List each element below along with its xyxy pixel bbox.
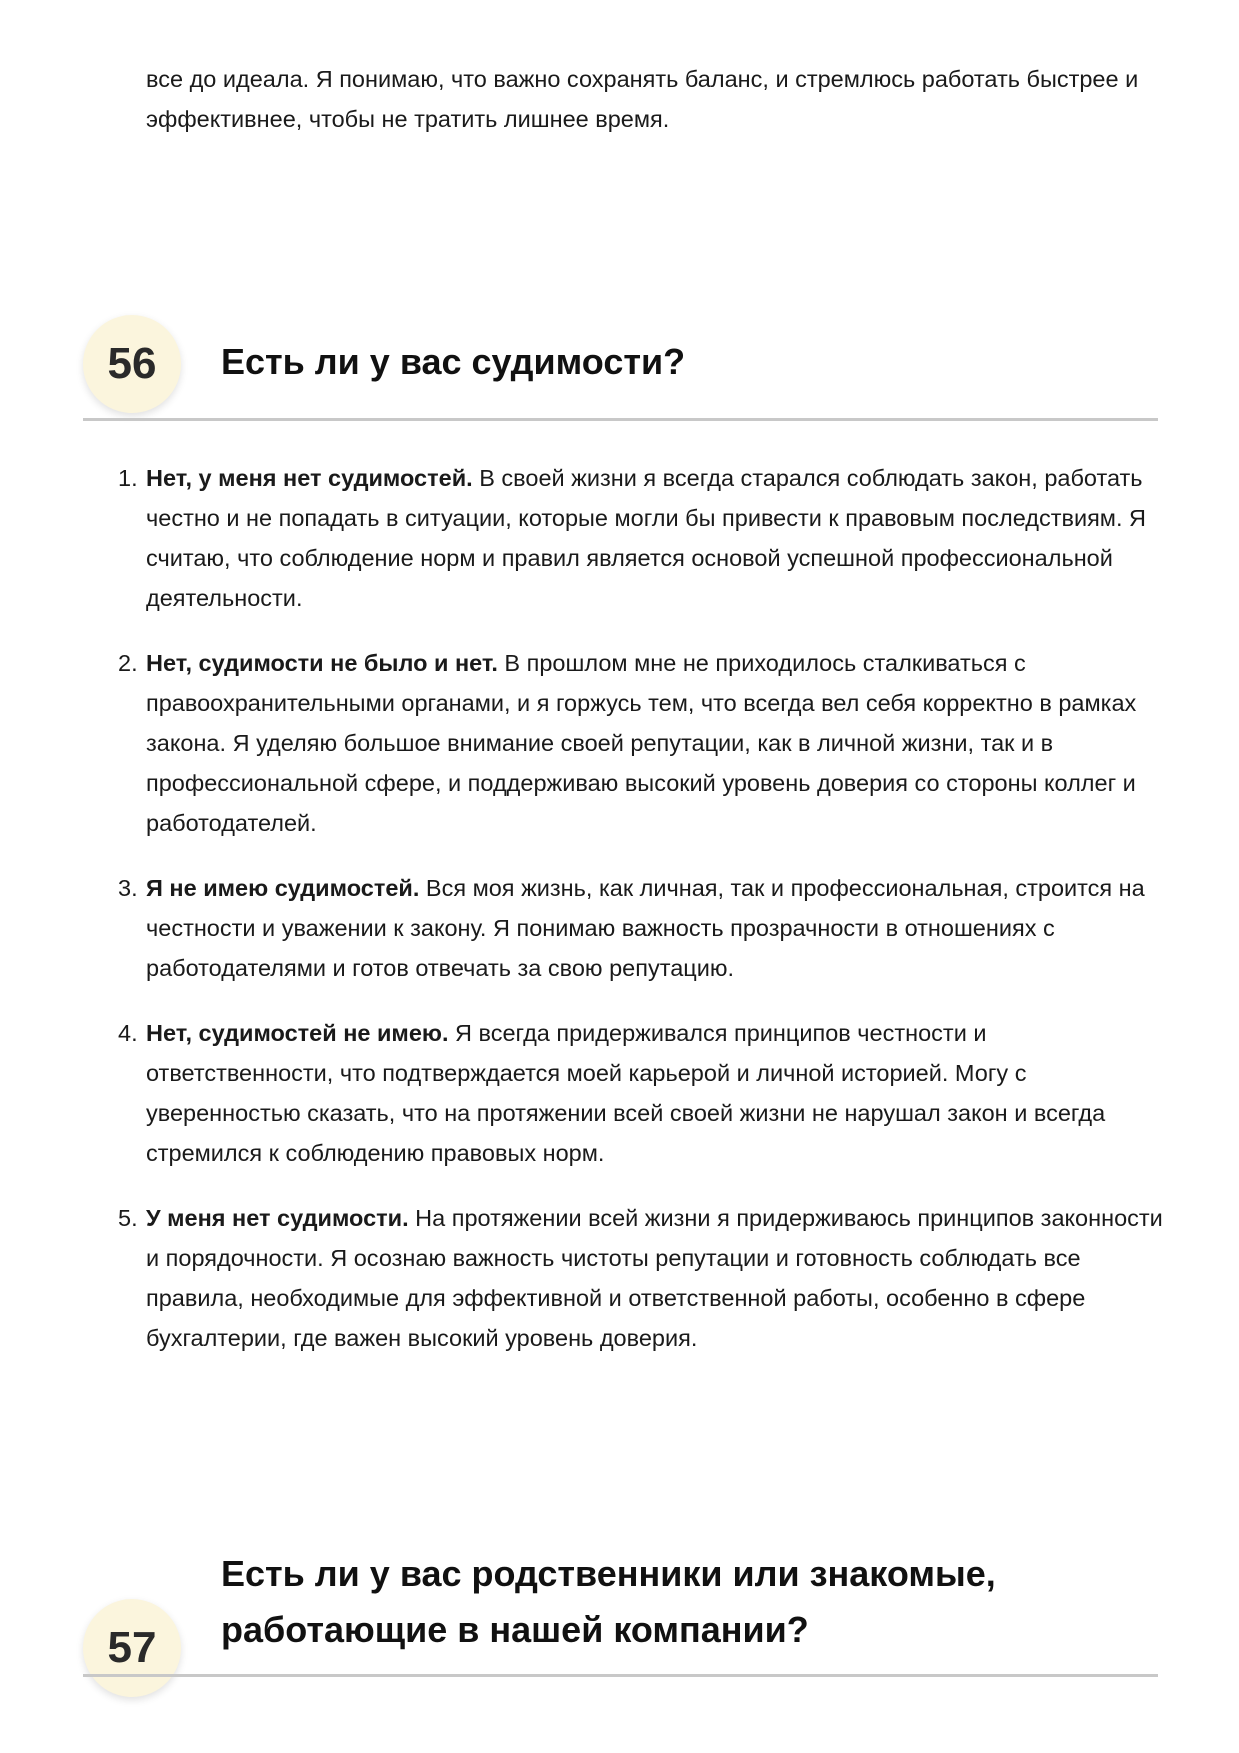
answer-lead: У меня нет судимости. xyxy=(146,1205,409,1231)
answer-text: В прошлом мне не приходилось сталкиваться с правоохранительными органами, и я горжусь тем, что всегда вел себя корректно в рамках закона. Я уделяю большое внимание своей репутации, как в личной жизни, так и в профессиональной сфере, и поддерживаю высокий уровень доверия со стороны коллег и работодателей. xyxy=(146,650,1137,836)
answer-text: В своей жизни я всегда старался соблюдать закон, работать честно и не попадать в ситуации, которые могли бы привести к правовым последствиям. Я считаю, что соблюдение норм и правил является основой успешной профессиональной деятельности. xyxy=(146,465,1146,611)
answer-item xyxy=(118,868,1166,988)
intro-paragraph: все до идеала. Я понимаю, что важно сохранять баланс, и стремлюсь работать быстрее и эффективнее, чтобы не тратить лишнее время. xyxy=(146,66,1139,132)
answer-lead: Нет, судимостей не имею. xyxy=(146,1020,449,1046)
question-number-badge: 57 xyxy=(83,1599,181,1697)
divider xyxy=(83,418,1158,421)
answer-item xyxy=(118,458,1166,618)
divider xyxy=(83,1674,1158,1677)
answer-item xyxy=(118,1198,1166,1358)
answer-number: 3. xyxy=(118,875,138,901)
question-header-56 xyxy=(83,310,1158,421)
answer-number: 5. xyxy=(118,1205,138,1231)
question-number-badge: 56 xyxy=(83,315,181,413)
answer-item xyxy=(118,643,1166,843)
answer-lead: Я не имею судимостей. xyxy=(146,875,420,901)
answer-number: 4. xyxy=(118,1020,138,1046)
question-header-57 xyxy=(83,1537,1158,1677)
answer-text: Вся моя жизнь, как личная, так и профессиональная, строится на честности и уважении к закону. Я понимаю важность прозрачности в отношениях с работодателями и готов отвечать за свою репутацию. xyxy=(146,875,1145,981)
answer-text: Я всегда придерживался принципов честности и ответственности, что подтверждается моей карьерой и личной историей. Могу с уверенностью сказать, что на протяжении всей своей жизни не нарушал закон и всегда стремился к соблюдению правовых норм. xyxy=(146,1020,1106,1166)
answer-text: На протяжении всей жизни я придерживаюсь принципов законности и порядочности. Я осознаю важность чистоты репутации и готовность соблюдать все правила, необходимые для эффективной и ответственной работы, особенно в сфере бухгалтерии, где важен высокий уровень доверия. xyxy=(146,1205,1163,1351)
answer-item xyxy=(118,1013,1166,1173)
answer-number: 1. xyxy=(118,465,138,491)
answer-number: 2. xyxy=(118,650,138,676)
question-title: Есть ли у вас родственники или знакомые, работающие в нашей компании? xyxy=(221,1553,996,1650)
answer-lead: Нет, судимости не было и нет. xyxy=(146,650,498,676)
question-title: Есть ли у вас судимости? xyxy=(221,341,686,382)
answer-lead: Нет, у меня нет судимостей. xyxy=(146,465,473,491)
answer-list xyxy=(118,458,1166,1383)
